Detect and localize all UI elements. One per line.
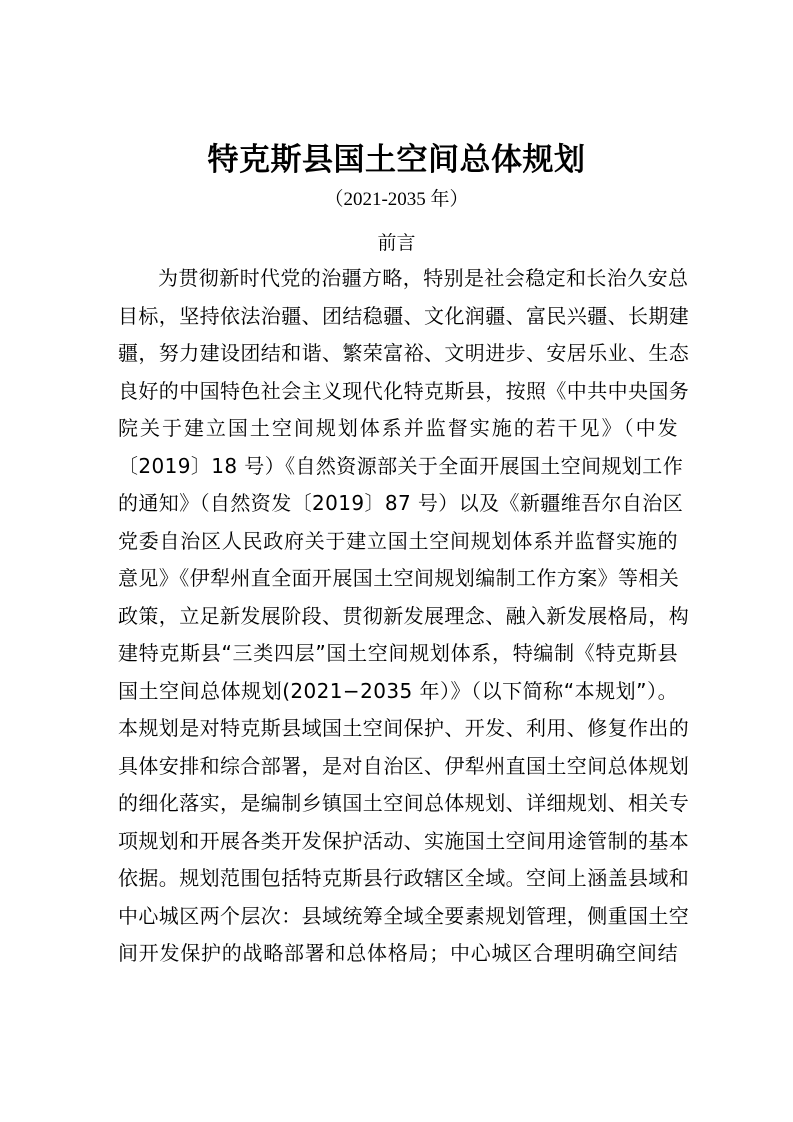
body-line: 为贯彻新时代党的治疆方略，特别是社会稳定和长治久安总: [158, 266, 689, 290]
body-line: 目标，坚持依法治疆、团结稳疆、文化润疆、富民兴疆、长期建: [118, 303, 690, 328]
body-line: 〔2019〕18 号）《自然资源部关于全面开展国土空间规划工作: [118, 453, 684, 478]
body-line: 院关于建立国土空间规划体系并监督实施的若干见》（中发: [118, 416, 678, 440]
body-line: 间开发保护的战略部署和总体格局；中心城区合理明确空间结: [118, 941, 678, 965]
body-line: 国土空间总体规划(2021−2035 年）》（以下简称“本规划”）。: [118, 678, 678, 703]
body-line: 疆，努力建设团结和谐、繁荣富裕、文明进步、安居乐业、生态: [118, 341, 690, 365]
section-heading-preface: 前言: [377, 232, 416, 254]
body-line: 依据。规划范围包括特克斯县行政辖区全域。空间上涵盖县域和: [118, 866, 690, 890]
body-line: 中心城区两个层次：县域统筹全域全要素规划管理，侧重国土空: [118, 903, 690, 928]
document-subtitle: （2021-2035 年）: [324, 189, 469, 210]
body-line: 的细化落实，是编制乡镇国土空间总体规划、详细规划、相关专: [118, 791, 690, 815]
document-title: 特克斯县国土空间总体规划: [207, 142, 586, 178]
body-line: 本规划是对特克斯县域国土空间保护、开发、利用、修复作出的: [118, 716, 690, 740]
body-line: 具体安排和综合部署，是对自治区、伊犁州直国土空间总体规划: [118, 753, 690, 778]
body-line: 建特克斯县“三类四层”国土空间规划体系，特编制《特克斯县: [118, 641, 678, 665]
body-line: 良好的中国特色社会主义现代化特克斯县，按照《中共中央国务: [118, 378, 690, 403]
body-line: 党委自治区人民政府关于建立国土空间规划体系并监督实施的: [118, 528, 678, 553]
preface-body: [118, 260, 690, 973]
body-line: 意见》《伊犁州直全面开展国土空间规划编制工作方案》等相关: [118, 566, 680, 590]
body-line: 的通知》（自然资发〔2019〕87 号）以及《新疆维吾尔自治区: [118, 491, 684, 515]
body-line: 政策，立足新发展阶段、贯彻新发展理念、融入新发展格局，构: [118, 603, 690, 628]
body-line: 项规划和开展各类开发保护活动、实施国土空间用途管制的基本: [118, 828, 690, 853]
